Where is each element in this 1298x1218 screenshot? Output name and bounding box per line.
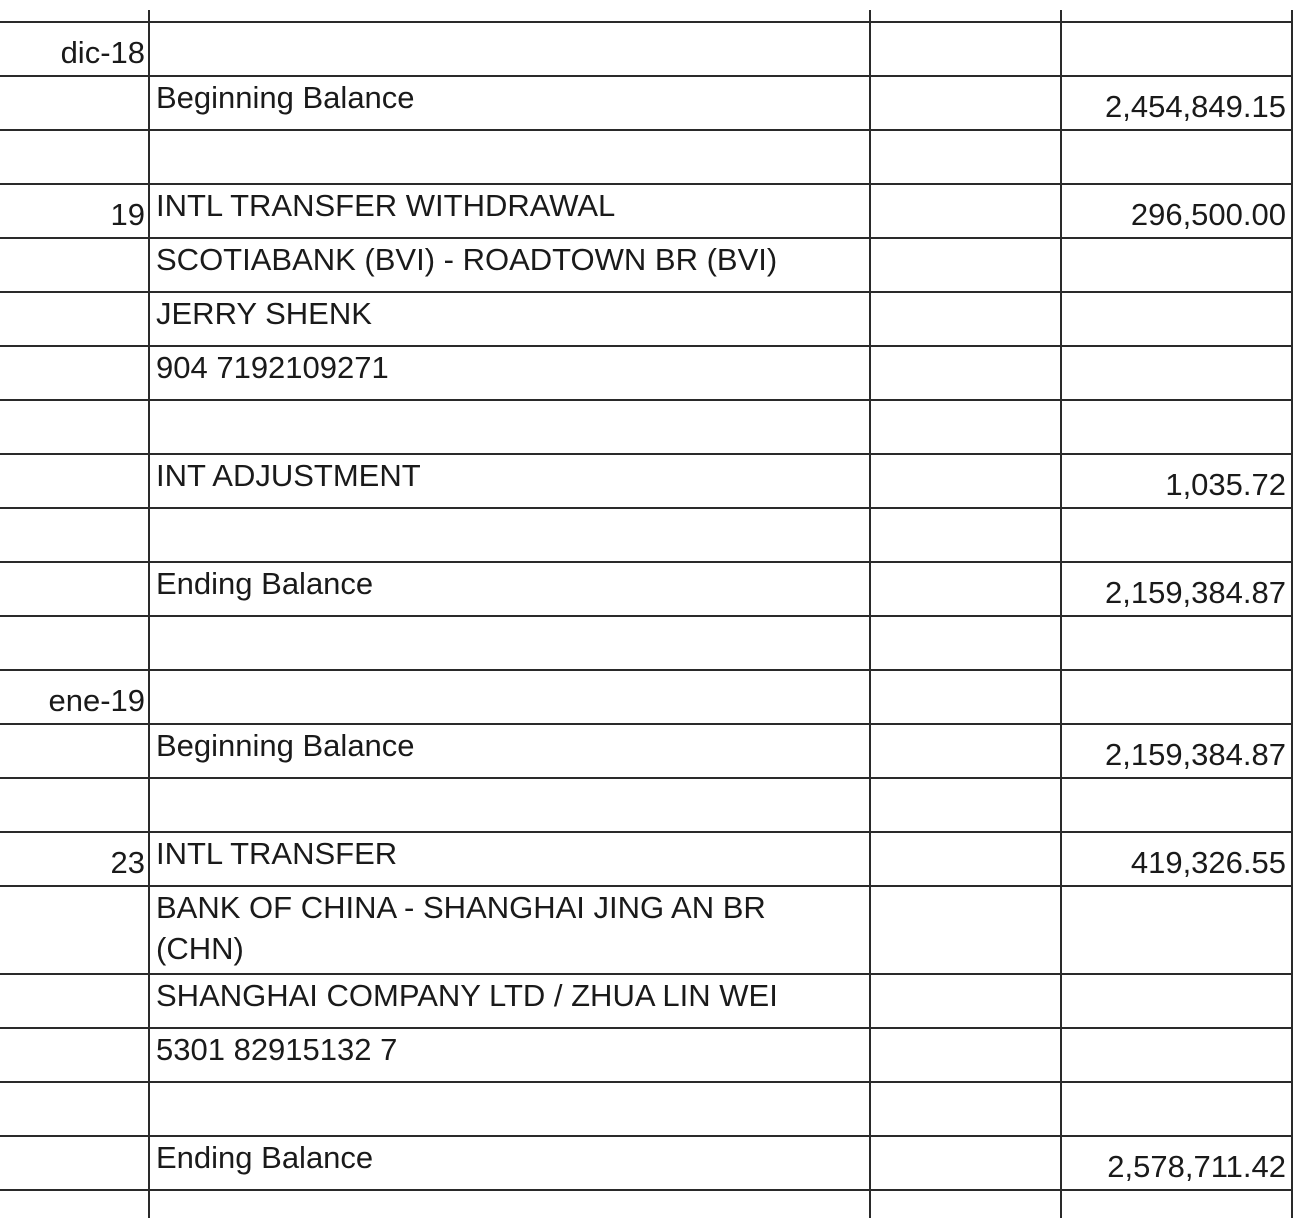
description-cell: Ending Balance bbox=[156, 1140, 374, 1175]
description-cell bbox=[154, 401, 868, 453]
table-row bbox=[0, 509, 1293, 561]
amount-cell bbox=[1063, 401, 1289, 453]
table-row bbox=[0, 725, 1293, 777]
description-cell bbox=[154, 131, 868, 183]
table-row bbox=[0, 347, 1293, 399]
table-row bbox=[0, 23, 1293, 75]
amount-cell bbox=[1063, 887, 1289, 973]
amount-cell: 2,454,849.15 bbox=[1104, 89, 1286, 124]
table-row bbox=[0, 1029, 1293, 1081]
date-cell bbox=[0, 1029, 148, 1081]
amount-cell: 296,500.00 bbox=[1130, 197, 1286, 232]
table-row bbox=[0, 887, 1293, 973]
amount-cell bbox=[1063, 347, 1289, 399]
table-row bbox=[0, 185, 1293, 237]
date-cell: 19 bbox=[110, 197, 145, 232]
date-cell bbox=[0, 293, 148, 345]
table-row bbox=[0, 293, 1293, 345]
date-cell bbox=[0, 779, 148, 831]
description-cell: 5301 82915132 7 bbox=[156, 1032, 398, 1067]
date-cell bbox=[0, 239, 148, 291]
description-cell: BANK OF CHINA - SHANGHAI JING AN BR (CHN) bbox=[156, 890, 766, 966]
amount-cell bbox=[1063, 1029, 1289, 1081]
amount-cell bbox=[1063, 1083, 1289, 1135]
date-cell: dic-18 bbox=[60, 35, 145, 70]
table-row bbox=[0, 975, 1293, 1027]
description-cell: INTL TRANSFER bbox=[156, 836, 398, 871]
date-cell bbox=[0, 725, 148, 777]
description-cell bbox=[154, 509, 868, 561]
table-row bbox=[0, 833, 1293, 885]
date-cell bbox=[0, 401, 148, 453]
description-cell: 904 7192109271 bbox=[156, 350, 389, 385]
description-cell bbox=[154, 779, 868, 831]
description-cell bbox=[154, 671, 868, 723]
amount-cell bbox=[1063, 509, 1289, 561]
description-cell: INTL TRANSFER WITHDRAWAL bbox=[156, 188, 616, 223]
amount-cell: 2,578,711.42 bbox=[1107, 1149, 1286, 1184]
amount-cell bbox=[1063, 617, 1289, 669]
amount-cell: 1,035.72 bbox=[1165, 467, 1286, 502]
grid-hline bbox=[0, 1189, 1293, 1191]
table-row bbox=[0, 77, 1293, 129]
table-row bbox=[0, 455, 1293, 507]
date-cell bbox=[0, 509, 148, 561]
table-row bbox=[0, 671, 1293, 723]
description-cell: SHANGHAI COMPANY LTD / ZHUA LIN WEI bbox=[156, 978, 778, 1013]
date-cell bbox=[0, 617, 148, 669]
description-cell: Ending Balance bbox=[156, 566, 374, 601]
description-cell bbox=[154, 23, 868, 75]
table-row bbox=[0, 131, 1293, 183]
date-cell: 23 bbox=[110, 845, 145, 880]
amount-cell: 2,159,384.87 bbox=[1104, 737, 1286, 772]
date-cell bbox=[0, 455, 148, 507]
amount-cell bbox=[1063, 239, 1289, 291]
table-row bbox=[0, 563, 1293, 615]
description-cell: Beginning Balance bbox=[156, 80, 415, 115]
table-row bbox=[0, 779, 1293, 831]
date-cell bbox=[0, 77, 148, 129]
table-row bbox=[0, 401, 1293, 453]
table-row bbox=[0, 239, 1293, 291]
date-cell bbox=[0, 1137, 148, 1189]
amount-cell bbox=[1063, 779, 1289, 831]
table-row bbox=[0, 617, 1293, 669]
amount-cell bbox=[1063, 23, 1289, 75]
amount-cell bbox=[1063, 131, 1289, 183]
amount-cell bbox=[1063, 671, 1289, 723]
date-cell bbox=[0, 887, 148, 973]
description-cell: JERRY SHENK bbox=[156, 296, 372, 331]
amount-cell bbox=[1063, 975, 1289, 1027]
description-cell: SCOTIABANK (BVI) - ROADTOWN BR (BVI) bbox=[156, 242, 778, 277]
description-cell bbox=[154, 1083, 868, 1135]
date-cell bbox=[0, 975, 148, 1027]
table-row bbox=[0, 1083, 1293, 1135]
description-cell bbox=[154, 617, 868, 669]
amount-cell: 2,159,384.87 bbox=[1104, 575, 1286, 610]
date-cell bbox=[0, 563, 148, 615]
date-cell: ene-19 bbox=[48, 683, 145, 718]
date-cell bbox=[0, 131, 148, 183]
description-cell: Beginning Balance bbox=[156, 728, 415, 763]
table-row bbox=[0, 1137, 1293, 1189]
date-cell bbox=[0, 1083, 148, 1135]
amount-cell: 419,326.55 bbox=[1130, 845, 1286, 880]
date-cell bbox=[0, 347, 148, 399]
description-cell: INT ADJUSTMENT bbox=[156, 458, 421, 493]
amount-cell bbox=[1063, 293, 1289, 345]
